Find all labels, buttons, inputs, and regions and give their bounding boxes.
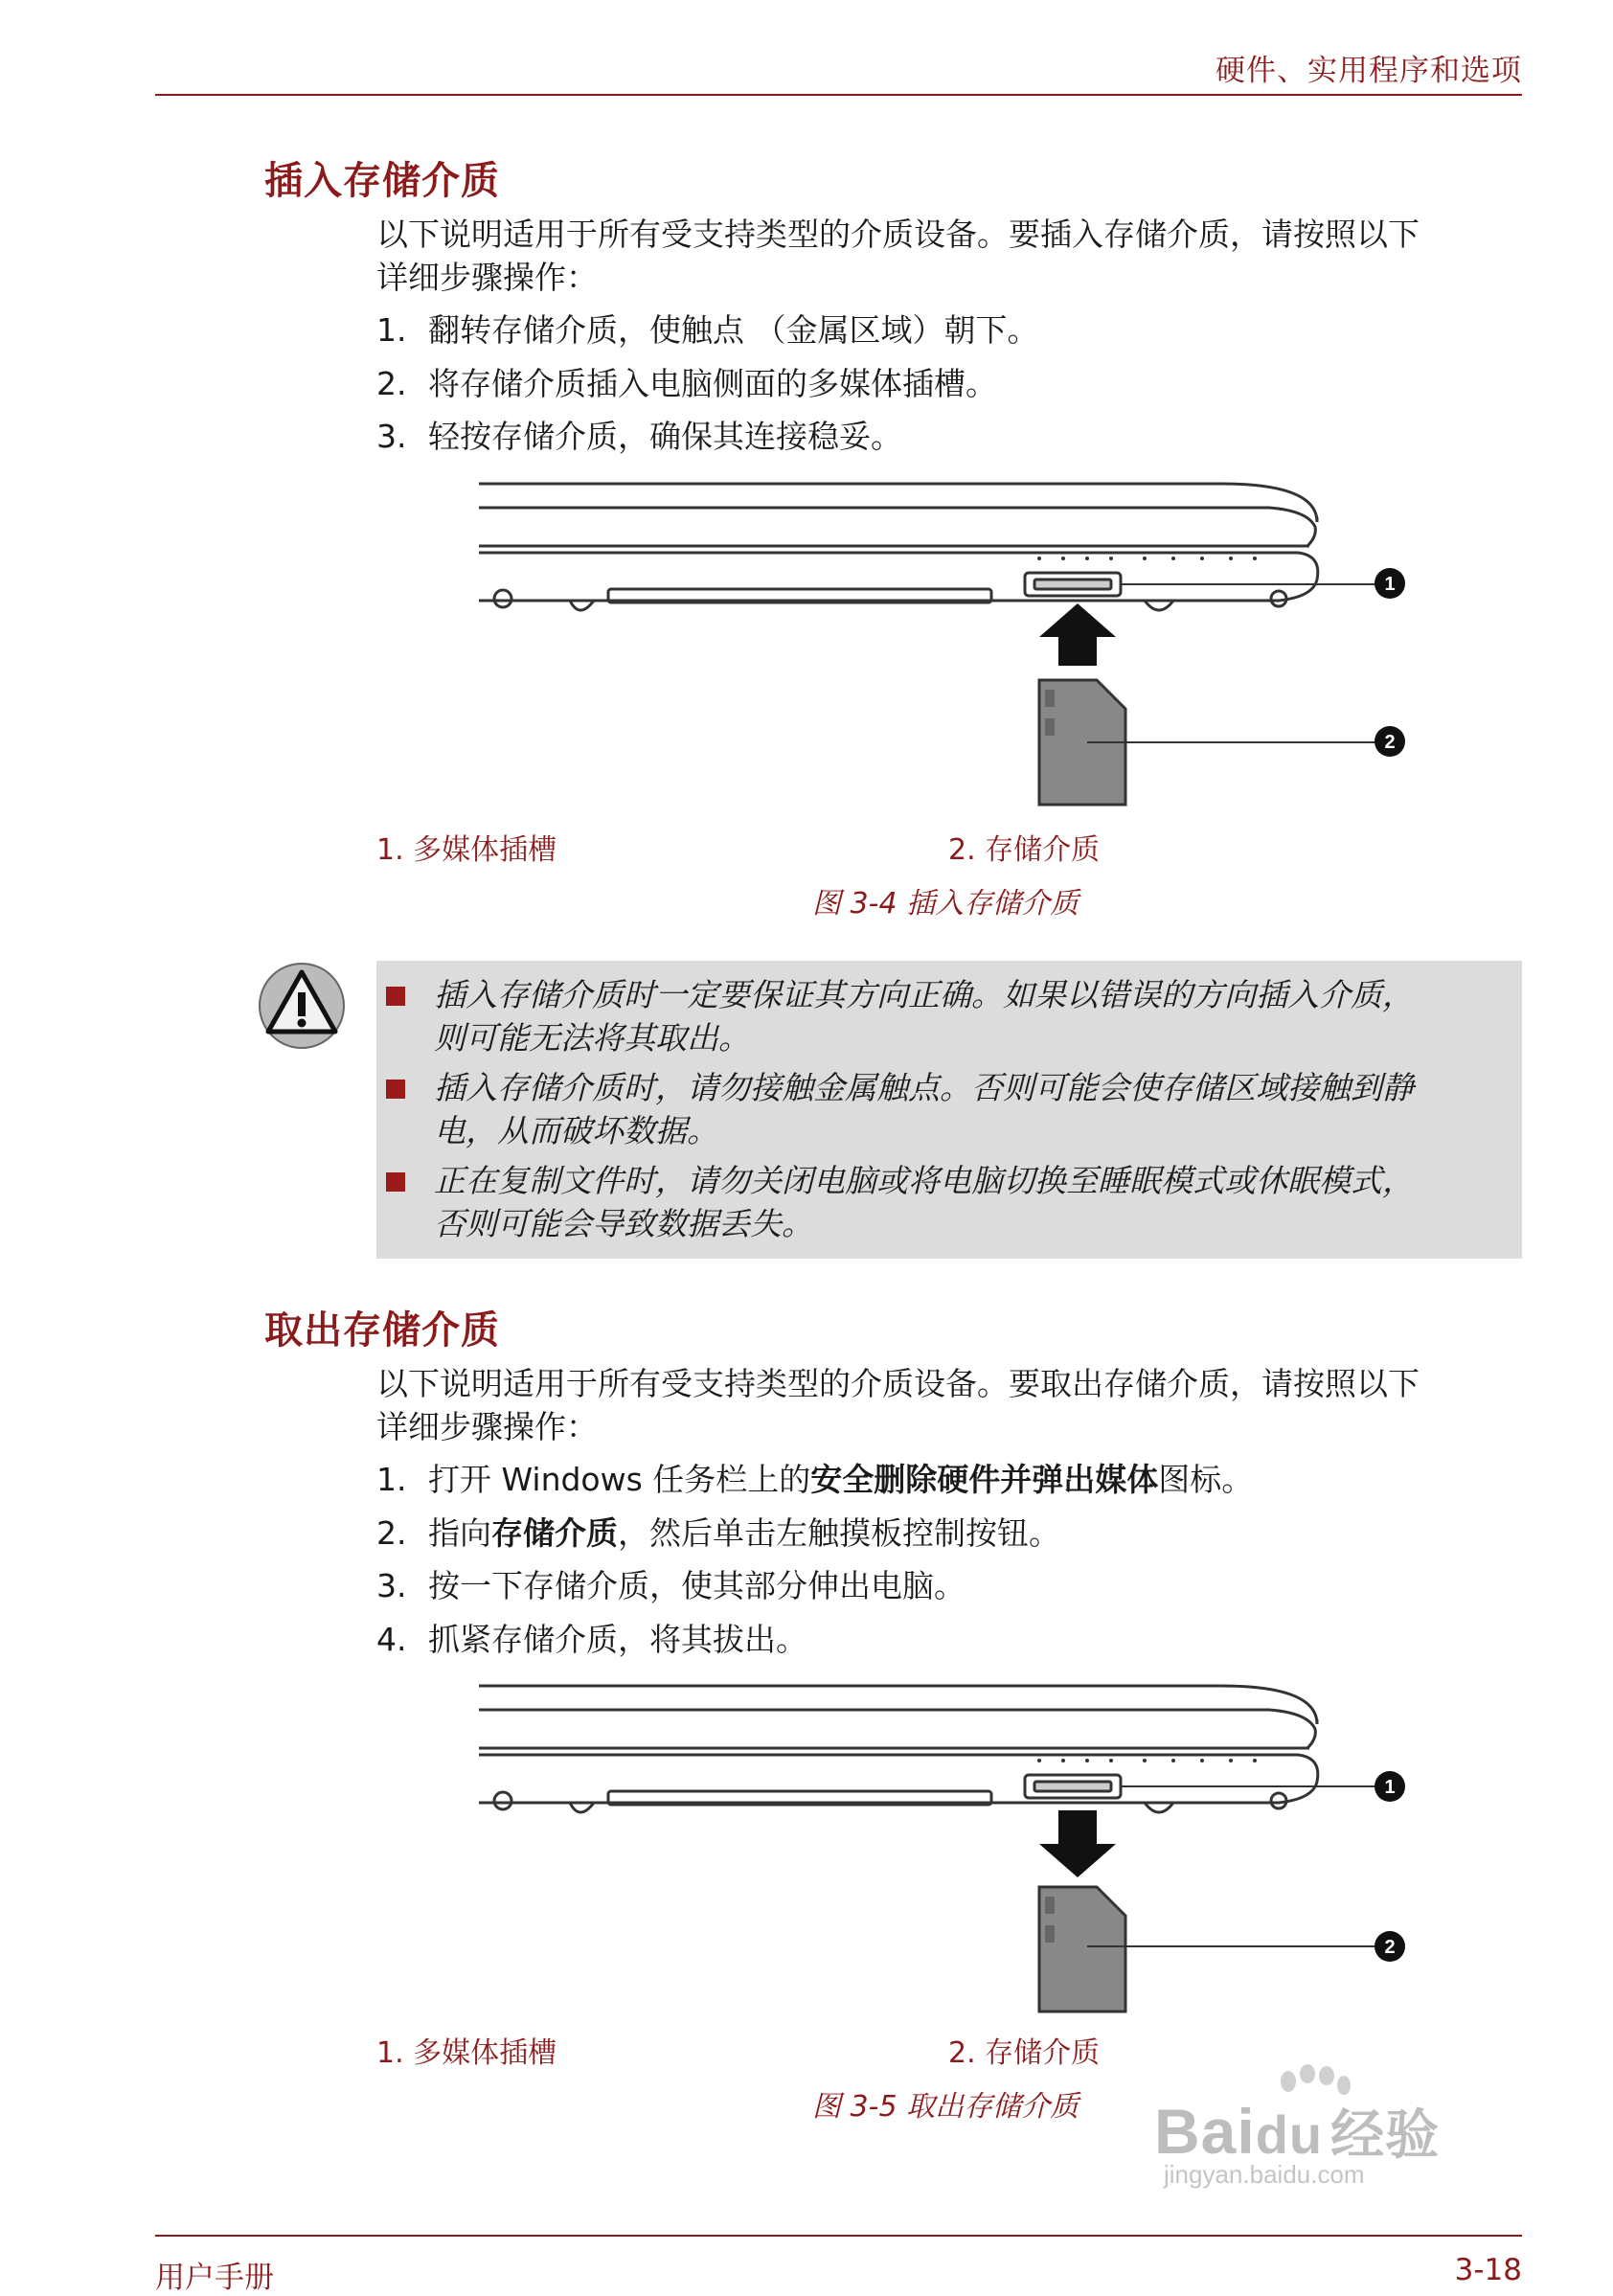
- running-header: 硬件、实用程序和选项: [1215, 54, 1522, 88]
- insert-step-3: [376, 415, 902, 458]
- step-bold: 存储介质: [491, 1514, 618, 1552]
- insert-arrow: [1039, 603, 1116, 666]
- insert-heading: 插入存储介质: [264, 159, 500, 203]
- step-bold: 安全删除硬件并弹出媒体: [810, 1461, 1159, 1498]
- figure-insert-callout-1: 1. 多媒体插槽: [376, 833, 557, 867]
- warning-item-2: [434, 1066, 1507, 1152]
- step-text: ，然后单击左触摸板控制按钮。: [618, 1514, 1060, 1552]
- bullet-square-icon: [386, 1080, 405, 1099]
- step-number: 4.: [376, 1621, 407, 1658]
- step-number: 2.: [376, 365, 407, 402]
- warning-item-3: [434, 1159, 1507, 1245]
- remove-step-1: [376, 1458, 1253, 1501]
- step-text: 按一下存储介质，使其部分伸出电脑。: [428, 1567, 966, 1604]
- warning-2-line1: 插入存储介质时，请勿接触金属触点。否则可能会使存储区域接触到静: [434, 1069, 1414, 1106]
- svg-text:1: 1: [1384, 574, 1396, 595]
- step-number: 1.: [376, 311, 407, 349]
- remove-intro: [376, 1362, 1522, 1448]
- remove-step-4: [376, 1618, 807, 1661]
- step-number: 3.: [376, 1567, 407, 1604]
- figure-insert-illustration: [474, 474, 1432, 819]
- warning-2-line2: 电，从而破坏数据。: [434, 1112, 718, 1149]
- figure-remove-callout-1: 1. 多媒体插槽: [376, 2036, 557, 2070]
- eject-arrow: [1039, 1810, 1116, 1877]
- svg-text:2: 2: [1384, 732, 1396, 753]
- insert-intro-line2: 详细步骤操作：: [376, 259, 598, 296]
- warning-1-line1: 插入存储介质时一定要保证其方向正确。如果以错误的方向插入介质，: [434, 976, 1414, 1013]
- laptop-base: [479, 553, 1318, 601]
- warning-item-1: [434, 973, 1507, 1059]
- figure-remove-callout-2: 2. 存储介质: [948, 2036, 1101, 2070]
- watermark-brand-b: du: [1255, 2104, 1324, 2165]
- header-rule: [155, 94, 1522, 96]
- step-text: 指向: [428, 1514, 491, 1552]
- bullet-square-icon: [386, 1172, 405, 1192]
- watermark-brand-c: 经验: [1330, 2104, 1441, 2165]
- warning-1-line2: 则可能无法将其取出。: [434, 1019, 750, 1057]
- figure-insert-callout-2: 2. 存储介质: [948, 833, 1101, 867]
- step-text: 将存储介质插入电脑侧面的多媒体插槽。: [428, 365, 997, 402]
- callout-1-marker: [1374, 1770, 1406, 1803]
- step-text: 轻按存储介质，确保其连接稳妥。: [428, 418, 902, 455]
- warning-3-line2: 否则可能会导致数据丢失。: [434, 1205, 813, 1242]
- figure-remove-illustration: [474, 1676, 1432, 2021]
- footer-rule: [155, 2235, 1522, 2237]
- insert-step-1: [376, 308, 1039, 352]
- remove-intro-line2: 详细步骤操作：: [376, 1408, 598, 1445]
- footer-page-number: 3-18: [1454, 2253, 1522, 2287]
- callout-1-marker: [1374, 567, 1406, 600]
- bullet-square-icon: [386, 987, 405, 1006]
- step-number: 1.: [376, 1461, 407, 1498]
- step-text: 翻转存储介质，使触点 （金属区域）朝下。: [428, 311, 1039, 349]
- remove-step-2: [376, 1512, 1060, 1555]
- footer-manual-title: 用户手册: [155, 2261, 274, 2295]
- svg-text:1: 1: [1384, 1777, 1396, 1798]
- warning-3-line1: 正在复制文件时，请勿关闭电脑或将电脑切换至睡眠模式或休眠模式，: [434, 1162, 1414, 1199]
- watermark-brand-a: Bai: [1154, 2096, 1256, 2167]
- watermark-url: jingyan.baidu.com: [1164, 2160, 1365, 2189]
- laptop-lid-edge: [479, 1686, 1317, 1724]
- step-number: 3.: [376, 418, 407, 455]
- callout-2-marker: [1374, 1930, 1406, 1963]
- warning-icon: [257, 961, 347, 1051]
- step-text: 抓紧存储介质，将其拔出。: [428, 1621, 807, 1658]
- remove-step-3: [376, 1564, 966, 1607]
- step-text: 图标。: [1158, 1461, 1254, 1498]
- warning-box: [376, 961, 1522, 1259]
- insert-step-2: [376, 362, 997, 405]
- callout-2-marker: [1374, 725, 1406, 758]
- remove-heading: 取出存储介质: [264, 1308, 500, 1353]
- step-text: 打开 Windows 任务栏上的: [428, 1461, 811, 1498]
- figure-remove-caption: 图 3-5 取出存储介质: [812, 2090, 1079, 2124]
- step-number: 2.: [376, 1514, 407, 1552]
- svg-text:2: 2: [1384, 1937, 1396, 1958]
- remove-intro-line1: 以下说明适用于所有受支持类型的介质设备。要取出存储介质，请按照以下: [376, 1365, 1420, 1402]
- baidu-watermark: [1154, 2064, 1528, 2189]
- laptop-lid-edge: [479, 484, 1317, 522]
- insert-intro: [376, 213, 1522, 299]
- figure-insert-caption: 图 3-4 插入存储介质: [812, 887, 1079, 921]
- insert-intro-line1: 以下说明适用于所有受支持类型的介质设备。要插入存储介质，请按照以下: [376, 216, 1420, 253]
- laptop-base: [479, 1755, 1318, 1803]
